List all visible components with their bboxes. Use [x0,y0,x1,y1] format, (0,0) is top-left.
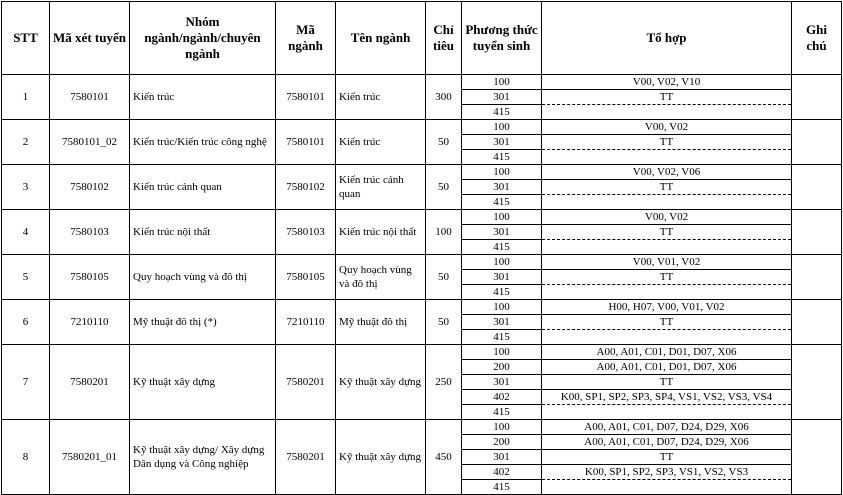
cell-phuong-thuc: 415 [462,195,542,210]
cell-to-hop: V00, V01, V02 [542,255,792,270]
header-chi-tieu: Chỉ tiêu [426,2,462,75]
cell-phuong-thuc: 100 [462,75,542,90]
cell-nhom-nganh: Kiến trúc/Kiến trúc công nghệ [130,120,276,165]
cell-nhom-nganh: Kiến trúc [130,75,276,120]
cell-ma-nganh: 7580201 [276,420,336,495]
admissions-table-container [1,1,842,495]
cell-ghi-chu [792,210,842,255]
cell-phuong-thuc: 301 [462,270,542,285]
cell-nhom-nganh: Kiến trúc nội thất [130,210,276,255]
cell-phuong-thuc: 402 [462,390,542,405]
header-to-hop: Tổ hợp [542,2,792,75]
cell-phuong-thuc: 100 [462,420,542,435]
cell-ten-nganh: Kiến trúc nội thất [336,210,426,255]
cell-ghi-chu [792,345,842,420]
cell-phuong-thuc: 402 [462,465,542,480]
cell-chi-tieu: 450 [426,420,462,495]
cell-nhom-nganh: Kỹ thuật xây dựng/ Xây dựng Dân dụng và Công nghiệp [130,420,276,495]
cell-ma-nganh: 7580103 [276,210,336,255]
cell-ten-nganh: Mỹ thuật đô thị [336,300,426,345]
cell-ma-nganh: 7580105 [276,255,336,300]
cell-ma-xet-tuyen: 7580105 [50,255,130,300]
cell-ten-nganh: Kỹ thuật xây dựng [336,345,426,420]
cell-stt: 8 [2,420,50,495]
cell-to-hop: V00, V02 [542,120,792,135]
cell-to-hop [542,105,792,120]
cell-ten-nganh: Kỹ thuật xây dựng [336,420,426,495]
cell-ghi-chu [792,165,842,210]
cell-to-hop [542,240,792,255]
cell-to-hop [542,150,792,165]
table-row [2,75,842,90]
cell-phuong-thuc: 301 [462,90,542,105]
cell-to-hop: V00, V02, V10 [542,75,792,90]
table-row [2,345,842,360]
cell-phuong-thuc: 415 [462,330,542,345]
cell-phuong-thuc: 415 [462,150,542,165]
header-nhom-nganh: Nhóm ngành/ngành/chuyên ngành [130,2,276,75]
cell-to-hop [542,330,792,345]
table-body [2,75,842,495]
cell-ma-xet-tuyen: 7580103 [50,210,130,255]
cell-to-hop: TT [542,450,792,465]
cell-ma-nganh: 7210110 [276,300,336,345]
header-ma-nganh: Mã ngành [276,2,336,75]
header-phuong-thuc: Phương thức tuyển sinh [462,2,542,75]
cell-to-hop: A00, A01, C01, D07, D24, D29, X06 [542,435,792,450]
cell-stt: 7 [2,345,50,420]
table-row [2,165,842,180]
cell-phuong-thuc: 415 [462,405,542,420]
cell-to-hop [542,285,792,300]
cell-phuong-thuc: 415 [462,285,542,300]
cell-to-hop [542,480,792,495]
cell-phuong-thuc: 415 [462,105,542,120]
cell-ghi-chu [792,420,842,495]
header-stt: STT [2,2,50,75]
cell-stt: 3 [2,165,50,210]
cell-to-hop: V00, V02, V06 [542,165,792,180]
cell-to-hop: V00, V02 [542,210,792,225]
cell-to-hop: TT [542,180,792,195]
cell-phuong-thuc: 301 [462,450,542,465]
cell-nhom-nganh: Kỹ thuật xây dựng [130,345,276,420]
cell-to-hop: H00, H07, V00, V01, V02 [542,300,792,315]
cell-phuong-thuc: 100 [462,120,542,135]
cell-phuong-thuc: 415 [462,240,542,255]
cell-phuong-thuc: 301 [462,315,542,330]
cell-ten-nganh: Kiến trúc cảnh quan [336,165,426,210]
cell-to-hop: K00, SP1, SP2, SP3, SP4, VS1, VS2, VS3, VS4 [542,390,792,405]
cell-ghi-chu [792,300,842,345]
cell-phuong-thuc: 100 [462,210,542,225]
header-row [2,2,842,75]
cell-to-hop: TT [542,135,792,150]
admissions-table [1,1,842,495]
cell-ma-xet-tuyen: 7580102 [50,165,130,210]
cell-stt: 2 [2,120,50,165]
header-ten-nganh: Tên ngành [336,2,426,75]
cell-to-hop: TT [542,270,792,285]
cell-stt: 5 [2,255,50,300]
table-row [2,120,842,135]
cell-to-hop: TT [542,375,792,390]
cell-ma-xet-tuyen: 7580101_02 [50,120,130,165]
cell-phuong-thuc: 100 [462,300,542,315]
cell-nhom-nganh: Quy hoạch vùng và đô thị [130,255,276,300]
header-ma-xet-tuyen: Mã xét tuyển [50,2,130,75]
cell-chi-tieu: 50 [426,165,462,210]
table-row [2,300,842,315]
cell-to-hop: K00, SP1, SP2, SP3, VS1, VS2, VS3 [542,465,792,480]
cell-ma-nganh: 7580101 [276,120,336,165]
cell-to-hop: A00, A01, C01, D07, D24, D29, X06 [542,420,792,435]
cell-nhom-nganh: Mỹ thuật đô thị (*) [130,300,276,345]
cell-phuong-thuc: 200 [462,360,542,375]
cell-chi-tieu: 50 [426,255,462,300]
cell-ma-xet-tuyen: 7580201_01 [50,420,130,495]
cell-phuong-thuc: 200 [462,435,542,450]
cell-chi-tieu: 50 [426,300,462,345]
cell-ma-nganh: 7580201 [276,345,336,420]
header-ghi-chu: Ghi chú [792,2,842,75]
cell-stt: 1 [2,75,50,120]
cell-phuong-thuc: 100 [462,345,542,360]
table-row [2,255,842,270]
cell-to-hop [542,405,792,420]
cell-to-hop: TT [542,315,792,330]
cell-chi-tieu: 100 [426,210,462,255]
cell-phuong-thuc: 301 [462,135,542,150]
cell-ma-xet-tuyen: 7580201 [50,345,130,420]
cell-to-hop: A00, A01, C01, D01, D07, X06 [542,345,792,360]
cell-phuong-thuc: 100 [462,255,542,270]
cell-to-hop [542,195,792,210]
cell-phuong-thuc: 301 [462,225,542,240]
cell-ten-nganh: Kiến trúc [336,120,426,165]
cell-phuong-thuc: 100 [462,165,542,180]
cell-ghi-chu [792,75,842,120]
cell-phuong-thuc: 301 [462,180,542,195]
cell-nhom-nganh: Kiến trúc cảnh quan [130,165,276,210]
cell-chi-tieu: 50 [426,120,462,165]
cell-chi-tieu: 250 [426,345,462,420]
table-row [2,420,842,435]
cell-to-hop: TT [542,90,792,105]
cell-phuong-thuc: 415 [462,480,542,495]
cell-to-hop: TT [542,225,792,240]
cell-ma-xet-tuyen: 7580101 [50,75,130,120]
cell-ten-nganh: Quy hoạch vùng và đô thị [336,255,426,300]
table-row [2,210,842,225]
cell-stt: 6 [2,300,50,345]
cell-ma-xet-tuyen: 7210110 [50,300,130,345]
cell-ma-nganh: 7580102 [276,165,336,210]
cell-ma-nganh: 7580101 [276,75,336,120]
cell-ghi-chu [792,120,842,165]
cell-chi-tieu: 300 [426,75,462,120]
cell-to-hop: A00, A01, C01, D01, D07, X06 [542,360,792,375]
cell-stt: 4 [2,210,50,255]
cell-ghi-chu [792,255,842,300]
cell-phuong-thuc: 301 [462,375,542,390]
cell-ten-nganh: Kiến trúc [336,75,426,120]
